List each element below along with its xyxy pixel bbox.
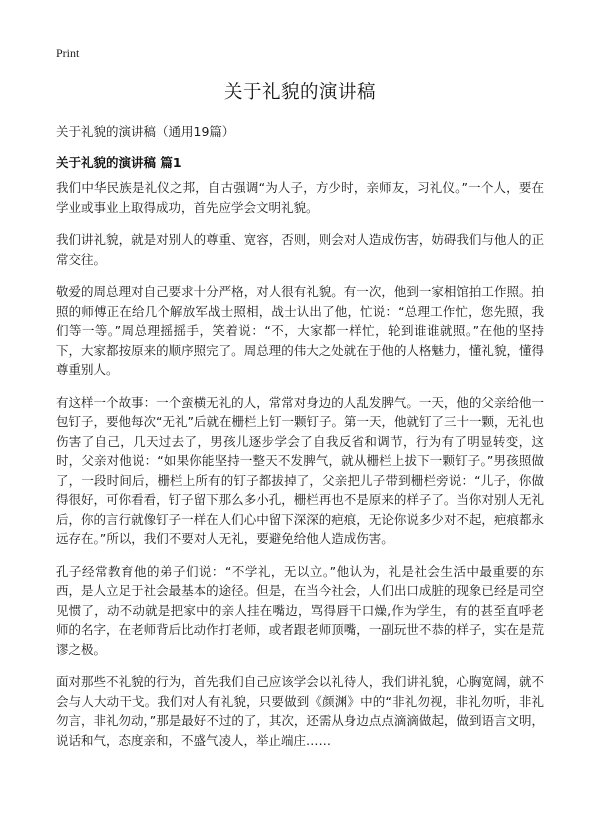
paragraph: 我们中华民族是礼仪之邦，自古强调“为人子，方少时，亲师友，习礼仪。”一个人，要在学业或事业上取得成功，首先应学会文明礼貌。 xyxy=(56,180,544,215)
paragraph: 敬爱的周总理对自己要求十分严格，对人很有礼貌。有一次，他到一家相馆拍工作照。拍照的师傅正在给几个解放军战士照相，战士认出了他，忙说：“总理工作忙，您先照，我们等一等。”周总理摇摇手，笑着说：“不，大家都一样忙，轮到谁谁就照。”在他的坚持下，大家都按原来的顺序照完了。周总理的伟大之处就在于他的人格魅力，懂礼貌，懂得尊重别人。 xyxy=(56,284,544,377)
page-title: 关于礼貌的演讲稿 xyxy=(223,82,376,103)
paragraph: 面对那些不礼貌的行为，首先我们自己应该学会以礼待人，我们讲礼貌，心胸宽阔，就不会与人大动干戈。我们对人有礼貌，只要做到《颜渊》中的“非礼勿视，非礼勿听，非礼勿言，非礼勿动，”那是最好不过的了，其次，还需从身边点点滴滴做起，做到语言文明，说话和气，态度亲和，不盛气凌人，举止端庄…… xyxy=(56,674,544,748)
print-link[interactable]: Print xyxy=(56,46,80,60)
paragraph: 我们讲礼貌，就是对别人的尊重、宽容，否则，则会对人造成伤害，妨碍我们与他人的正常交往。 xyxy=(56,232,544,267)
document-subtitle: 关于礼貌的演讲稿（通用19篇） xyxy=(56,124,235,139)
paragraph: 孔子经常教育他的弟子们说：“不学礼，无以立。”他认为，礼是社会生活中最重要的东西，是人立足于社会最基本的途径。但是，在当今社会，人们出口成脏的现象已经是司空见惯了，动不动就是把家中的亲人挂在嘴边，骂得唇干口燥,作为学生，有的甚至直呼老师的名字，在老师背后比动作打老师，或者跟老师顶嘴，一副玩世不恭的样子，实在是荒谬之极。 xyxy=(56,563,544,657)
paragraph: 有这样一个故事：一个蛮横无礼的人，常常对身边的人乱发脾气。一天，他的父亲给他一包钉子，要他每次“无礼”后就在栅栏上钉一颗钉子。第一天，他就钉了三十一颗，无礼也伤害了自己，几天过去了，男孩儿逐步学会了自我反省和调节，行为有了明显转变，这时，父亲对他说：“如果你能坚持一整天不发脾气，就从栅栏上拔下一颗钉子。”男孩照做了，一段时间后，栅栏上所有的钉子都拔掉了，父亲把儿子带到栅栏旁说：“儿子，你做得很好，可你看看，钉子留下那么多小孔，栅栏再也不是原来的样子了。当你对别人无礼后，你的言行就像钉子一样在人们心中留下深深的疤痕，无论你说多少对不起，疤痕都永远存在。”所以，我们不要对人无礼，要避免给他人造成伤害。 xyxy=(56,394,544,546)
article-body xyxy=(56,178,544,763)
section-heading: 关于礼貌的演讲稿 篇1 xyxy=(56,155,182,170)
